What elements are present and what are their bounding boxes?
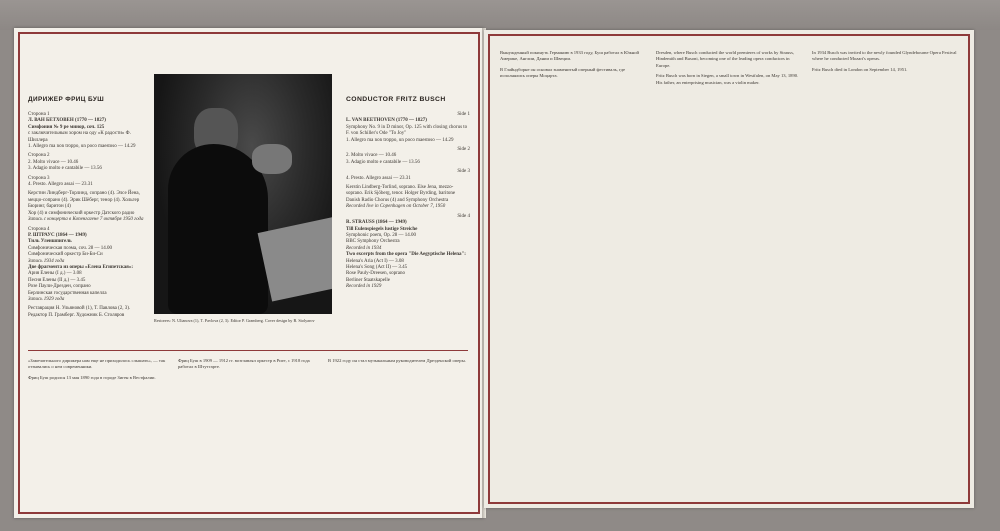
left-sheet bbox=[14, 28, 484, 518]
title-english: CONDUCTOR FRITZ BUSCH bbox=[346, 96, 446, 103]
credits: Restorers: N. Ulianova (1), T. Pavlova (2, 3). Editor P. Gramberg. Cover design by B. Stolyarov bbox=[154, 318, 315, 323]
title-russian: ДИРИЖЕР ФРИЦ БУШ bbox=[28, 96, 105, 103]
conductor-photo bbox=[154, 74, 332, 314]
russian-tracklist: Сторона 1 Л. ВАН БЕТХОВЕН (1770 — 1827) Симфония № 9 ре минор, соч. 125 с заключительным хором на оду «К радости» Ф. Шиллера 1. Allegro ma non troppo, un poco maestoso — 14.29 Сторона 2 2. Molto vivace — 10.46 3. Adagio molto e cantabile — 13.56 Сторона 3 4. Presto. Allegro assai — 23.31 Керстин Линдберг-Торлинд, сопрано (4). Элсе Йена, меццо-сопрано (4). Эрик Шёберг, тенор (4). Хольгер Бюринг, баритон (4) Хор (4) и симфонический оркестр Датского радио Запись с концерта в Копенгагене 7 октября 1950 года Сторона 4 Р. ШТРАУС (1864 — 1949) Тиль Уленшпигель Симфоническая поэма, соч. 28 — 14.00 Симфонический оркестр Би-Би-Си Запись 1934 года Две фрагмента из оперы «Елена Египетская»: Ария Елены (I д.) — 3.08 Песня Елены (II д.) — 3.45 Розе Паули-Дрезден, сопрано Берлинская государственная капелла Запись 1929 года Реставрация Н. Ульяновой (1), Т. Павлова (2, 3). Редактор П. Грамберг. Художник Б. Столяров bbox=[28, 112, 144, 318]
notes-column-2: Dresden, where Busch conducted the world premieres of works by Strauss, Hindemith and Busoni, becoming one of the leading opera conductors in Europe. Fritz Busch was born in Siegen, a small town in Westfalen, on May 13, 1890. His father, an enterprising musician, was a violin maker. bbox=[656, 50, 799, 85]
divider-line bbox=[28, 350, 468, 351]
background-top bbox=[0, 0, 1000, 30]
red-frame bbox=[488, 34, 970, 504]
bio-column-1: «Замечательного дирижера нам еще не приходилось слышать», — так отзывались о нем современники. Фриц Буш родился 13 мая 1890 года в городе Зиген в Вестфалии. bbox=[28, 358, 166, 380]
right-sheet bbox=[484, 30, 974, 508]
notes-column-3: In 1934 Busch was invited to the newly founded Glyndebourne Opera Festival where he conducted Mozart's operas. Fritz Busch died in London on September 14, 1951. bbox=[812, 50, 957, 72]
english-tracklist: Side 1 L. VAN BEETHOVEN (1770 — 1827) Symphony No. 9 in D minor, Op. 125 with closing chorus to F. von Schiller's Ode "To Joy" 1. Allegro ma non troppo, un poco maestoso — 14.29 Side 2 2. Molto vivace — 10.46 3. Adagio molto e cantabile — 13.56 Side 3 4. Presto. Allegro assai — 23.31 Kerstin Lindberg-Torlind, soprano. Else Jena, mezzo-soprano. Erik Sjöberg, tenor. Holger Byrding, baritone Danish Radio Chorus (4) and Symphony Orchestra Recorded live in Copenhagen on October 7, 1950 Side 4 R. STRAUSS (1864 — 1949) Till Eulenspiegels lustige Streiche Symphonic poem, Op. 28 — 14.00 BBC Symphony Orchestra Recorded in 1934 Two excerpts from the opera "Die Aegyptische Helena": Helena's Aria (Act I) — 3.08 Helena's Song (Act II) — 3.45 Rose Pauly-Dreesen, soprano Berliner Staatskapelle Recorded in 1929 bbox=[346, 112, 470, 290]
bio-column-2: Фриц Буш в 1909 — 1912 гг. возглавлял оркестр в Риге, с 1918 года работал в Штутгарте. bbox=[178, 358, 310, 370]
notes-column-1: Вынужденный покинуть Германию в 1933 году, Буш работал в Южной Америке, Англии, Дании и Швеции. В Глайндборне он основал знаменитый оперный фестиваль, где исполнялись оперы Моцарта. bbox=[500, 50, 639, 79]
bio-column-3: В 1922 году он стал музыкальным руководителем Дрезденской оперы. bbox=[328, 358, 466, 363]
